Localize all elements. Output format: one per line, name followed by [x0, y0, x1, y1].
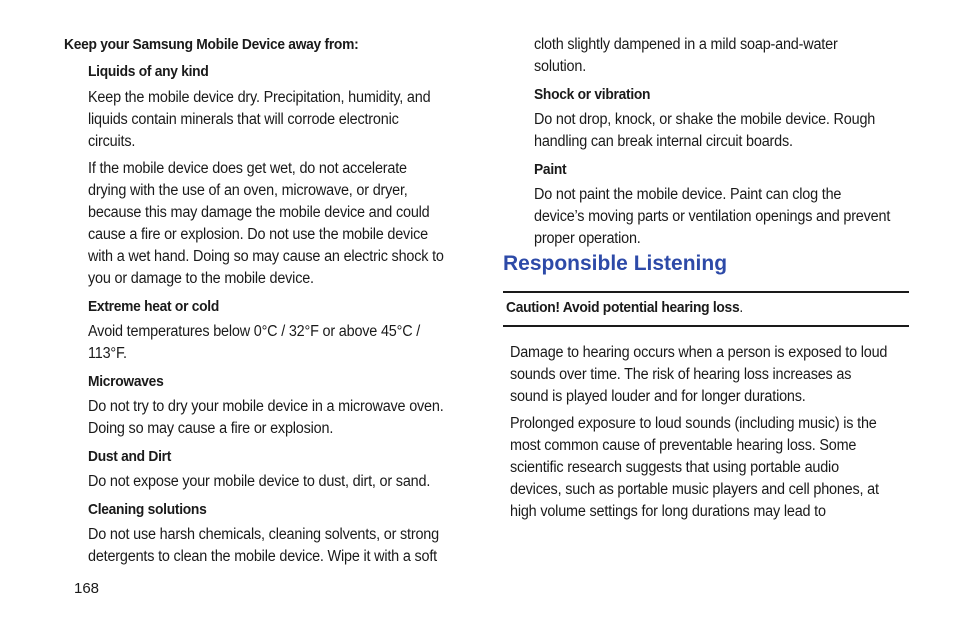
microwaves-paragraph: Do not try to dry your mobile device in a microwave oven. Doing so may cause a fire or explosion. [88, 398, 444, 437]
caution-rule-bottom [503, 325, 909, 327]
caution-bold-text: Caution! Avoid potential hearing loss [506, 299, 740, 316]
hearing-paragraph-1: Damage to hearing occurs when a person is exposed to loud sounds over time. The risk of hearing loss increases as sound is played louder and for longer durations. [510, 344, 888, 405]
liquids-paragraph-1: Keep the mobile device dry. Precipitation, humidity, and liquids contain minerals that will corrode electronic circuits. [88, 89, 431, 150]
microwaves-heading: Microwaves [88, 373, 164, 390]
shock-paragraph: Do not drop, knock, or shake the mobile device. Rough handling can break internal circuit boards. [534, 111, 876, 150]
section-title-responsible-listening: Responsible Listening [503, 252, 728, 275]
caution-tail: . [739, 299, 743, 316]
lead-heading: Keep your Samsung Mobile Device away from: [64, 36, 359, 53]
cleaning-paragraph: Do not use harsh chemicals, cleaning solvents, or strong detergents to clean the mobile device. Wipe it with a soft [88, 526, 439, 565]
cleaning-paragraph-continued: cloth slightly dampened in a mild soap-and-water solution. [534, 36, 838, 75]
caution-rule-top [503, 291, 909, 293]
cleaning-heading: Cleaning solutions [88, 501, 207, 518]
heat-heading: Extreme heat or cold [88, 298, 219, 315]
liquids-heading: Liquids of any kind [88, 63, 209, 80]
paint-paragraph: Do not paint the mobile device. Paint can clog the device’s moving parts or ventilation openings and prevent proper operation. [534, 186, 891, 247]
shock-heading: Shock or vibration [534, 86, 651, 103]
page-number: 168 [74, 580, 100, 597]
paint-heading: Paint [534, 161, 567, 178]
liquids-paragraph-2: If the mobile device does get wet, do not accelerate drying with the use of an oven, microwave, or dryer, because this may damage the mobile device and could cause a fire or explosion. Do not use the mobile device with a wet hand. Doing so may cause an electric shock to you or damage to the mobile device. [88, 160, 444, 287]
heat-paragraph: Avoid temperatures below 0°C / 32°F or above 45°C / 113°F. [88, 323, 421, 362]
caution-note [506, 299, 743, 316]
dust-heading: Dust and Dirt [88, 448, 172, 465]
hearing-paragraph-2: Prolonged exposure to loud sounds (including music) is the most common cause of preventable hearing loss. Some scientific research suggests that using portable audio devices, such as portable music players and cell phones, at high volume settings for long durations may lead to [510, 415, 879, 520]
dust-paragraph: Do not expose your mobile device to dust, dirt, or sand. [88, 473, 431, 490]
